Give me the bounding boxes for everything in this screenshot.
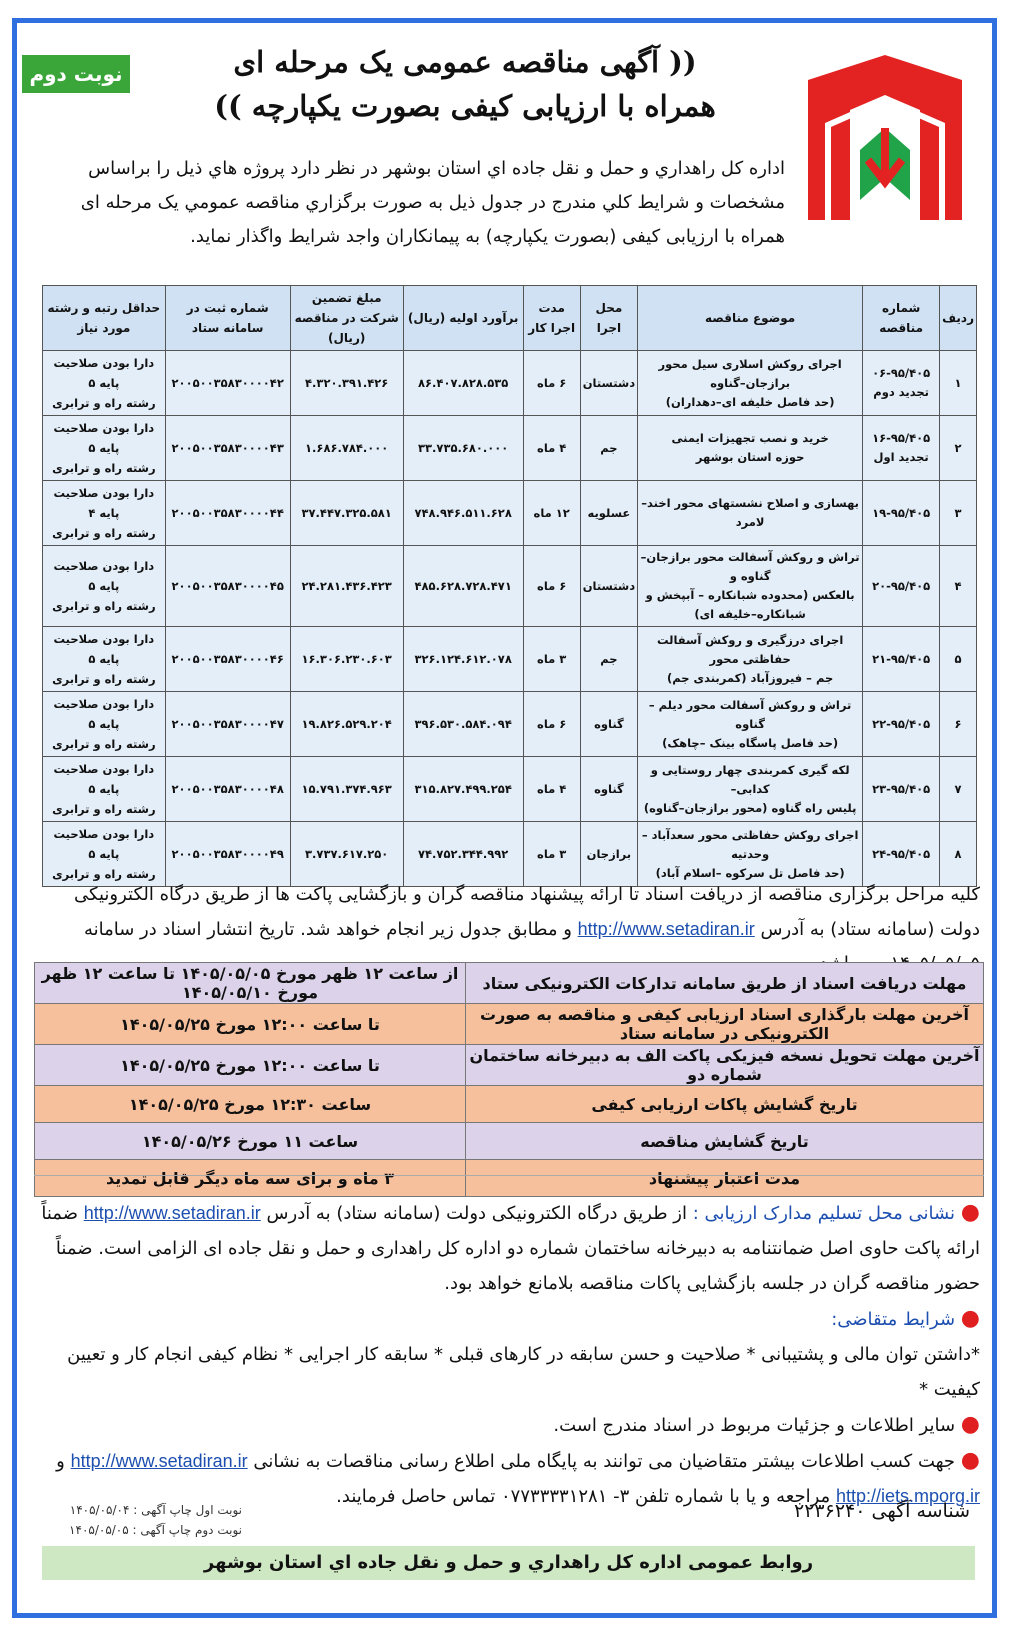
setad-link[interactable]: http://www.setadiran.ir bbox=[70, 1451, 248, 1471]
cell-tender-number: ۲۴-۹۵/۴۰۵ bbox=[863, 822, 940, 887]
cell-estimate: ۳۱۵.۸۲۷.۴۹۹.۲۵۴ bbox=[403, 757, 523, 822]
schedule-label: تاریخ گشایش مناقصه bbox=[466, 1123, 984, 1160]
cell-duration: ۶ ماه bbox=[523, 692, 580, 757]
cell-guarantee: ۳.۷۳۷.۶۱۷.۲۵۰ bbox=[290, 822, 403, 887]
cell-duration: ۳ ماه bbox=[523, 627, 580, 692]
setad-link[interactable]: http://www.setadiran.ir bbox=[83, 1203, 261, 1223]
cell-subject: خرید و نصب تجهیزات ایمنی حوزه استان بوشهر bbox=[638, 416, 863, 481]
schedule-table bbox=[34, 962, 984, 1197]
schedule-row bbox=[35, 963, 984, 1004]
note-contact-text-1: جهت کسب اطلاعات بیشتر متقاضیان می توانند به پایگاه ملی اطلاع رسانی مناقصات به نشانی bbox=[253, 1451, 956, 1472]
note-conditions-text: *داشتن توان مالی و پشتیبانی * صلاحیت و حسن سابقه در کارهای قبلی * سابقه کار اجرایی * نظام کیفی انجام کار و تعیین کیفیت * bbox=[67, 1344, 980, 1400]
cell-duration: ۶ ماه bbox=[523, 351, 580, 416]
cell-estimate: ۳۹۶.۵۳۰.۵۸۴.۰۹۴ bbox=[403, 692, 523, 757]
cell-place: دشتستان bbox=[580, 546, 637, 627]
schedule-row bbox=[35, 1045, 984, 1086]
cell-estimate: ۷۴.۷۵۲.۳۴۴.۹۹۲ bbox=[403, 822, 523, 887]
tender-table-header bbox=[43, 286, 977, 351]
cell-place: گناوه bbox=[580, 692, 637, 757]
cell-estimate: ۳۲۶.۱۲۴.۶۱۲.۰۷۸ bbox=[403, 627, 523, 692]
table-row bbox=[43, 481, 977, 546]
bullet-icon: ● bbox=[960, 1200, 980, 1225]
notes-section bbox=[40, 1195, 980, 1514]
schedule-row bbox=[35, 1004, 984, 1045]
cell-setad-number: ۲۰۰۵۰۰۳۵۸۳۰۰۰۰۴۸ bbox=[165, 757, 290, 822]
schedule-label: مدت اعتبار پیشنهاد bbox=[466, 1160, 984, 1197]
table-row bbox=[43, 416, 977, 481]
col-header: موضوع مناقصه bbox=[638, 286, 863, 351]
cell-tender-number: ۱۹-۹۵/۴۰۵ bbox=[863, 481, 940, 546]
cell-grade: دارا بودن صلاحیت پایه ۴ رشته راه و ترابری bbox=[43, 481, 166, 546]
table-row bbox=[43, 822, 977, 887]
schedule-label: آخرین مهلت بارگذاری اسناد ارزیابی کیفی و مناقصه به صورت الکترونیکی در سامانه ستاد bbox=[466, 1004, 984, 1045]
cell-setad-number: ۲۰۰۵۰۰۳۵۸۳۰۰۰۰۴۷ bbox=[165, 692, 290, 757]
cell-guarantee: ۱۶.۳۰۶.۲۳۰.۶۰۳ bbox=[290, 627, 403, 692]
cell-setad-number: ۲۰۰۵۰۰۳۵۸۳۰۰۰۰۴۳ bbox=[165, 416, 290, 481]
schedule-value: ۳ ماه و برای سه ماه دیگر قابل تمدید bbox=[35, 1160, 466, 1197]
intro-paragraph: اداره کل راهداري و حمل و نقل جاده اي استان بوشهر در نظر دارد پروژه هاي ذيل را براساس مشخصات و شرايط كلي مندرج در جدول ذيل به صورت برگزاري مناقصه عمومي يک مرحله ای همراه با ارزيابی کيفی (بصورت يکپارچه) به پيمانكاران واجد شرايط واگذار نمايد. bbox=[80, 158, 785, 247]
tender-table bbox=[42, 285, 977, 887]
cell-subject: لکه گیری کمربندی چهار روستایی و کدابی– پلیس راه گناوه (محور برازجان–گناوه) bbox=[638, 757, 863, 822]
note-other-info bbox=[40, 1407, 980, 1443]
cell-subject: تراش و روکش آسفالت محور دیلم –گناوه (حد فاصل پاسگاه بینک –چاهک) bbox=[638, 692, 863, 757]
cell-estimate: ۸۶.۴۰۷.۸۲۸.۵۳۵ bbox=[403, 351, 523, 416]
col-header: مبلغ تضمین شرکت در مناقصه (ریال) bbox=[290, 286, 403, 351]
cell-row-no: ۸ bbox=[940, 822, 977, 887]
cell-estimate: ۷۴۸.۹۴۶.۵۱۱.۶۲۸ bbox=[403, 481, 523, 546]
first-print-date: نوبت اول چاپ آگهی : ۱۴۰۵/۰۵/۰۴ bbox=[69, 1503, 242, 1517]
schedule-label: آخرین مهلت تحویل نسخه فیزیکی پاکت الف به دبیرخانه ساختمان شماره دو bbox=[466, 1045, 984, 1086]
cell-grade: دارا بودن صلاحیت پایه ۵ رشته راه و ترابری bbox=[43, 546, 166, 627]
bullet-icon: ● bbox=[960, 1412, 980, 1437]
cell-guarantee: ۱۹.۸۲۶.۵۲۹.۲۰۴ bbox=[290, 692, 403, 757]
publication-badge: نوبت دوم bbox=[22, 55, 130, 93]
col-header: مدت اجرا کار bbox=[523, 286, 580, 351]
schedule-row bbox=[35, 1123, 984, 1160]
setad-link[interactable]: http://www.setadiran.ir bbox=[577, 919, 755, 939]
cell-setad-number: ۲۰۰۵۰۰۳۵۸۳۰۰۰۰۴۵ bbox=[165, 546, 290, 627]
note-other-info-text: سایر اطلاعات و جزئیات مربوط در اسناد مندرج است. bbox=[553, 1415, 956, 1436]
divider bbox=[34, 1175, 984, 1176]
cell-guarantee: ۲۴.۲۸۱.۴۳۶.۴۲۳ bbox=[290, 546, 403, 627]
schedule-row bbox=[35, 1086, 984, 1123]
cell-duration: ۴ ماه bbox=[523, 757, 580, 822]
schedule-label: مهلت دریافت اسناد از طریق سامانه تدارکات الکترونیکی ستاد bbox=[466, 963, 984, 1004]
cell-place: برازجان bbox=[580, 822, 637, 887]
cell-place: عسلویه bbox=[580, 481, 637, 546]
cell-place: جم bbox=[580, 416, 637, 481]
cell-tender-number: ۲۳-۹۵/۴۰۵ bbox=[863, 757, 940, 822]
cell-duration: ۶ ماه bbox=[523, 546, 580, 627]
cell-row-no: ۶ bbox=[940, 692, 977, 757]
cell-tender-number: ۲۲-۹۵/۴۰۵ bbox=[863, 692, 940, 757]
second-print-date: نوبت دوم چاپ آگهی : ۱۴۰۵/۰۵/۰۵ bbox=[69, 1523, 242, 1537]
cell-duration: ۱۲ ماه bbox=[523, 481, 580, 546]
cell-duration: ۴ ماه bbox=[523, 416, 580, 481]
cell-grade: دارا بودن صلاحیت پایه ۵ رشته راه و ترابری bbox=[43, 822, 166, 887]
note-submission-text-1: از طریق درگاه الکترونیکی دولت (سامانه ستاد) به آدرس bbox=[266, 1203, 687, 1224]
schedule-value: از ساعت ۱۲ ظهر مورخ ۱۴۰۵/۰۵/۰۵ تا ساعت ۱۲ ظهر مورخ ۱۴۰۵/۰۵/۱۰ bbox=[35, 963, 466, 1004]
cell-row-no: ۲ bbox=[940, 416, 977, 481]
cell-setad-number: ۲۰۰۵۰۰۳۵۸۳۰۰۰۰۴۹ bbox=[165, 822, 290, 887]
col-header: شماره ثبت در سامانه ستاد bbox=[165, 286, 290, 351]
schedule-value: تا ساعت ۱۲:۰۰ مورخ ۱۴۰۵/۰۵/۲۵ bbox=[35, 1004, 466, 1045]
cell-setad-number: ۲۰۰۵۰۰۳۵۸۳۰۰۰۰۴۶ bbox=[165, 627, 290, 692]
cell-guarantee: ۱.۶۸۶.۷۸۴.۰۰۰ bbox=[290, 416, 403, 481]
cell-subject: اجرای روکش اسلاری سیل محور برازجان–گناوه (حد فاصل خلیفه ای–دهداران) bbox=[638, 351, 863, 416]
cell-setad-number: ۲۰۰۵۰۰۳۵۸۳۰۰۰۰۴۲ bbox=[165, 351, 290, 416]
iets-link[interactable]: http://iets.mporg.ir bbox=[835, 1486, 980, 1506]
road-maintenance-logo-icon bbox=[800, 50, 970, 230]
bullet-icon: ● bbox=[960, 1306, 980, 1331]
bullet-icon: ● bbox=[960, 1448, 980, 1473]
cell-row-no: ۳ bbox=[940, 481, 977, 546]
col-header: شماره مناقصه bbox=[863, 286, 940, 351]
schedule-label: تاریخ گشایش پاکات ارزیابی کیفی bbox=[466, 1086, 984, 1123]
note-contact-text-2: مراجعه و یا با شماره تلفن bbox=[635, 1486, 831, 1507]
title-line-2: همراه با ارزیابی کیفی بصورت یکپارچه )) bbox=[214, 89, 716, 123]
ad-id: شناسه آگهی ۲۲۳۶۲۴۰ bbox=[794, 1500, 970, 1522]
cell-grade: دارا بودن صلاحیت پایه ۵ رشته راه و ترابری bbox=[43, 627, 166, 692]
note-conditions bbox=[40, 1301, 980, 1337]
cell-row-no: ۴ bbox=[940, 546, 977, 627]
cell-tender-number: ۱۶-۹۵/۴۰۵ تجدید اول bbox=[863, 416, 940, 481]
cell-grade: دارا بودن صلاحیت پایه ۵ رشته راه و ترابری bbox=[43, 757, 166, 822]
announcement-title bbox=[150, 40, 780, 128]
cell-estimate: ۴۸۵.۶۲۸.۷۲۸.۴۷۱ bbox=[403, 546, 523, 627]
print-dates bbox=[52, 1500, 242, 1540]
cell-row-no: ۷ bbox=[940, 757, 977, 822]
cell-guarantee: ۳۷.۴۴۷.۳۲۵.۵۸۱ bbox=[290, 481, 403, 546]
note-contact-and: و bbox=[56, 1451, 65, 1472]
phone-number: ۳- ۰۷۷۳۳۳۳۱۲۸۱ bbox=[501, 1486, 630, 1507]
cell-duration: ۳ ماه bbox=[523, 822, 580, 887]
cell-grade: دارا بودن صلاحیت پایه ۵ رشته راه و ترابری bbox=[43, 351, 166, 416]
cell-place: جم bbox=[580, 627, 637, 692]
cell-setad-number: ۲۰۰۵۰۰۳۵۸۳۰۰۰۰۴۴ bbox=[165, 481, 290, 546]
process-text-1: کلیه مراحل برگزاری مناقصه از دریافت اسناد تا ارائه پیشنهاد مناقصه گران و بازگشایی پاکت ها از طریق درگاه الکترونیکی دولت (سامانه ستاد) به آدرس bbox=[74, 884, 980, 940]
cell-tender-number: ۰۶-۹۵/۴۰۵ تجدید دوم bbox=[863, 351, 940, 416]
cell-grade: دارا بودن صلاحیت پایه ۵ رشته راه و ترابری bbox=[43, 692, 166, 757]
cell-place: گناوه bbox=[580, 757, 637, 822]
note-conditions-heading: شرایط متقاضی: bbox=[831, 1309, 956, 1330]
col-header: ردیف bbox=[940, 286, 977, 351]
cell-subject: اجرای روکش حفاظتی محور سعدآباد –وحدتیه (حد فاصل تل سرکوه –اسلام آباد) bbox=[638, 822, 863, 887]
process-text-2: و مطابق جدول زیر انجام خواهد شد. تاریخ انتشار اسناد در سامانه bbox=[83, 919, 572, 940]
table-row bbox=[43, 757, 977, 822]
cell-row-no: ۵ bbox=[940, 627, 977, 692]
note-submission-text-2: ضمناً ارائه پاکت حاوی اصل ضمانتنامه به دبیرخانه ساختمان شماره دو اداره کل راهداری و حمل و نقل جاده ای الزامی است. ضمناً حضور مناقصه گران در جلسه بازگشایی پاکات مناقصه بلامانع خواهد بود. bbox=[41, 1203, 980, 1294]
table-row bbox=[43, 351, 977, 416]
cell-subject: بهسازی و اصلاح نشستهای محور اخند–لامرد bbox=[638, 481, 863, 546]
cell-tender-number: ۲۱-۹۵/۴۰۵ bbox=[863, 627, 940, 692]
cell-grade: دارا بودن صلاحیت پایه ۵ رشته راه و ترابری bbox=[43, 416, 166, 481]
schedule-value: ساعت ۱۱ مورخ ۱۴۰۵/۰۵/۲۶ bbox=[35, 1123, 466, 1160]
cell-tender-number: ۲۰-۹۵/۴۰۵ bbox=[863, 546, 940, 627]
cell-place: دشتستان bbox=[580, 351, 637, 416]
cell-estimate: ۳۳.۷۳۵.۶۸۰.۰۰۰ bbox=[403, 416, 523, 481]
title-line-1: (( آگهی مناقصه عمومی یک مرحله ای bbox=[233, 45, 697, 79]
note-contact-text-3: تماس حاصل فرمایند. bbox=[336, 1486, 496, 1507]
schedule-row bbox=[35, 1160, 984, 1197]
table-row bbox=[43, 692, 977, 757]
cell-guarantee: ۱۵.۷۹۱.۳۷۴.۹۶۳ bbox=[290, 757, 403, 822]
col-header: حداقل رتبه و رشته مورد نیاز bbox=[43, 286, 166, 351]
schedule-value: تا ساعت ۱۲:۰۰ مورخ ۱۴۰۵/۰۵/۲۵ bbox=[35, 1045, 466, 1086]
footer-public-relations: روابط عمومی اداره کل راهداري و حمل و نقل جاده اي استان بوشهر bbox=[42, 1546, 975, 1580]
table-row bbox=[43, 627, 977, 692]
col-header: برآورد اولیه (ریال) bbox=[403, 286, 523, 351]
note-submission-heading: نشانی محل تسلیم مدارک ارزیابی : bbox=[692, 1203, 956, 1224]
col-header: محل اجرا bbox=[580, 286, 637, 351]
cell-guarantee: ۴.۳۲۰.۳۹۱.۴۲۶ bbox=[290, 351, 403, 416]
table-row bbox=[43, 546, 977, 627]
cell-row-no: ۱ bbox=[940, 351, 977, 416]
schedule-value: ساعت ۱۲:۳۰ مورخ ۱۴۰۵/۰۵/۲۵ bbox=[35, 1086, 466, 1123]
cell-subject: تراش و روکش آسفالت محور برازجان–گناوه و بالعکس (محدوده شبانکاره – آبپخش و شبانکاره–خلیفه ای) bbox=[638, 546, 863, 627]
cell-subject: اجرای درزگیری و روکش آسفالت حفاظتی محور جم – فیروزآباد (کمربندی جم) bbox=[638, 627, 863, 692]
note-submission bbox=[40, 1195, 980, 1301]
